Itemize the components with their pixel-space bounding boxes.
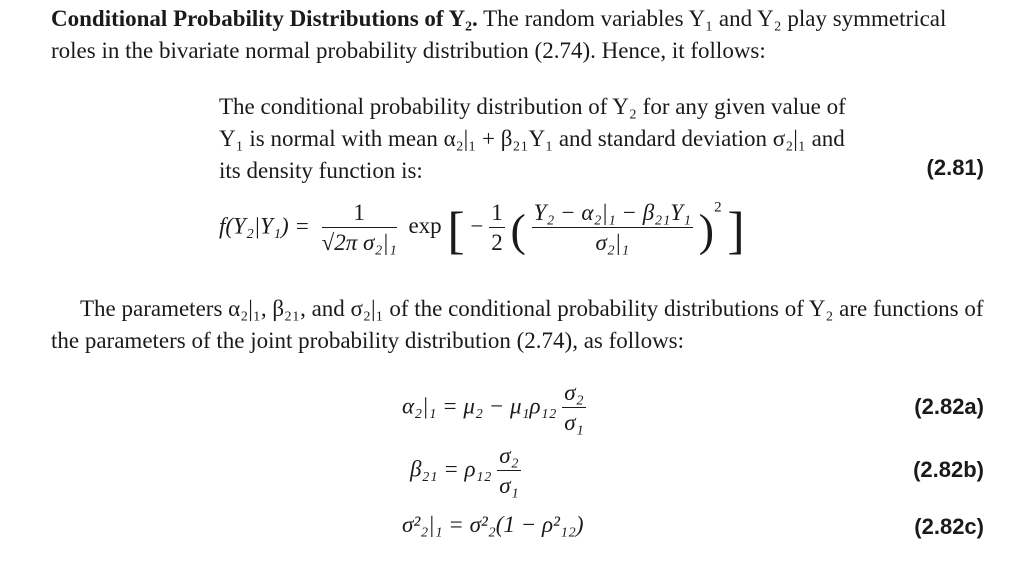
eq82b-fraction bbox=[497, 443, 520, 499]
equation-2-82b bbox=[410, 443, 521, 499]
eq82b-num: σ₂ bbox=[497, 443, 520, 471]
minus-sign: − bbox=[470, 213, 484, 239]
eq-number-2-82b: (2.82b) bbox=[913, 457, 984, 482]
eq82b-lhs: β₂₁ = ρ₁₂ bbox=[410, 456, 492, 482]
eq81-inner-num: Y₂ − α₂|₁ − β₂₁Y₁ bbox=[532, 200, 693, 228]
eq81-normalizer-den: √2π σ₂|₁ bbox=[321, 230, 397, 255]
left-bracket: [ bbox=[447, 202, 465, 260]
intro-paragraph bbox=[51, 3, 991, 67]
eq-number-2-82a: (2.82a) bbox=[914, 394, 984, 419]
right-paren: ) bbox=[698, 204, 715, 256]
right-bracket: ] bbox=[727, 202, 745, 260]
eq81-lhs: f(Y₂|Y₁) = bbox=[219, 213, 310, 239]
eq82a-lhs: α₂|₁ = μ₂ − μ₁ρ₁₂ bbox=[402, 393, 557, 419]
eq82a-fraction bbox=[562, 380, 585, 436]
conditional-statement: The conditional probability distribution of Y₂ for any given value of Y₁ is normal with mean α₂|₁ + β₂₁Y₁ and standard deviation σ₂|₁ and its density function is: bbox=[219, 94, 846, 183]
equation-2-82a bbox=[402, 380, 586, 436]
params-text: The parameters α₂|₁, β₂₁, and σ₂|₁ of the conditional probability distributions of Y₂ are functions of the parameters of the joint probability distribution (2.74), as follows: bbox=[51, 296, 984, 353]
eq81-inner-den: σ₂|₁ bbox=[595, 230, 630, 255]
eq81-normalizer-fraction bbox=[322, 200, 397, 256]
eq81-inner-fraction bbox=[532, 200, 693, 256]
eq-number-2-81: (2.81) bbox=[926, 155, 984, 180]
eq81-half-num: 1 bbox=[489, 200, 505, 228]
eq81-normalizer-num: 1 bbox=[322, 200, 397, 228]
left-paren: ( bbox=[510, 204, 526, 256]
eq82c-lhs: σ²₂|₁ = σ²₂(1 − ρ²₁₂) bbox=[402, 512, 584, 537]
eq82b-den: σ₁ bbox=[499, 473, 519, 498]
parameters-paragraph bbox=[51, 293, 991, 357]
eq81-half-den: 2 bbox=[491, 230, 503, 255]
eq81-power: 2 bbox=[714, 199, 722, 216]
intro-text: The random variables Y₁ and Y₂ play symmetrical roles in the bivariate normal probability distribution (2.74). Hence, it follows: bbox=[51, 6, 947, 63]
eq82a-den: σ₁ bbox=[564, 410, 584, 435]
equation-2-81 bbox=[219, 199, 745, 260]
eq81-exp: exp bbox=[408, 213, 442, 239]
eq-number-2-82c: (2.82c) bbox=[914, 514, 984, 539]
eq81-half-fraction bbox=[489, 200, 505, 256]
section-heading: Conditional Probability Distributions of Y₂. bbox=[51, 6, 478, 31]
eq82a-num: σ₂ bbox=[562, 380, 585, 408]
equation-2-82c bbox=[402, 512, 584, 538]
